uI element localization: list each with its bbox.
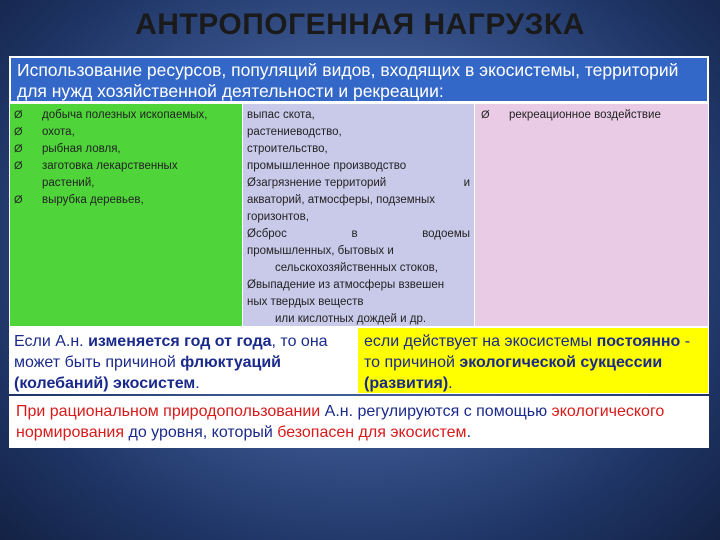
line-text: Øвыпадение из атмосферы взвешен bbox=[247, 279, 445, 291]
arrow-bullet-icon: Ø bbox=[14, 109, 23, 121]
column-recreation bbox=[474, 104, 708, 326]
succession-box: если действует на экосистемы постоянно - то причиной экологической сукцессии (развития). bbox=[358, 328, 708, 393]
intro-definition: Использование ресурсов, популяций видов, входящих в экосистемы, территорий для нужд хозяйственной деятельности и рекреации: bbox=[9, 56, 709, 103]
line-text: строительство, bbox=[247, 143, 328, 155]
line-text: сельскохозяйственных стоков, bbox=[275, 262, 438, 274]
list-item-text: заготовка лекарственных bbox=[42, 160, 178, 172]
activity-columns bbox=[9, 103, 709, 327]
line-text: горизонтов, bbox=[247, 211, 309, 223]
line-text: ных твердых веществ bbox=[247, 296, 364, 308]
list-item bbox=[14, 158, 238, 175]
line-text: акваторий, атмосферы, подземных bbox=[247, 194, 435, 206]
line-text: и bbox=[463, 177, 470, 189]
list-item-text: охота, bbox=[42, 126, 75, 138]
column-agriculture-industry bbox=[242, 104, 474, 326]
fluctuation-box: Если А.н. изменяется год от года, то она может быть причиной флюктуаций (колебаний) экосистем. bbox=[10, 328, 358, 393]
list-item-text: рекреационное воздействие bbox=[509, 109, 661, 121]
list-item bbox=[14, 124, 238, 141]
regulation-note: При рациональном природопользовании А.н. регулируются с помощью экологического нормирования до уровня, который безопасен для экосистем. bbox=[9, 396, 709, 448]
line-text: или кислотных дождей и др. bbox=[275, 313, 427, 325]
pollution-line bbox=[247, 175, 470, 192]
list-item-text: добыча полезных ископаемых, bbox=[42, 109, 208, 121]
effects-row bbox=[9, 327, 709, 394]
arrow-bullet-icon: Ø bbox=[14, 160, 23, 172]
list-item bbox=[14, 192, 238, 209]
line-text: Øсброс bbox=[247, 228, 287, 240]
list-item bbox=[14, 141, 238, 158]
list-item-text: рыбная ловля, bbox=[42, 143, 121, 155]
line-text: промышленное производство bbox=[247, 160, 407, 172]
line-text: выпас скота, bbox=[247, 109, 315, 121]
line-text: Øзагрязнение территорий bbox=[247, 177, 387, 189]
arrow-bullet-icon: Ø bbox=[14, 143, 23, 155]
list-item-text: вырубка деревьев, bbox=[42, 194, 144, 206]
discharge-line bbox=[247, 226, 470, 243]
slide-title: АНТРОПОГЕННАЯ НАГРУЗКА bbox=[135, 8, 585, 41]
arrow-bullet-icon: Ø bbox=[14, 126, 23, 138]
arrow-bullet-icon: Ø bbox=[14, 194, 23, 206]
column-extraction bbox=[10, 104, 242, 326]
list-item bbox=[481, 107, 704, 124]
list-item-continuation bbox=[14, 175, 238, 192]
list-item-text: растений, bbox=[42, 177, 95, 189]
line-text: промышленных, бытовых и bbox=[247, 245, 394, 257]
line-text: в bbox=[351, 228, 358, 240]
arrow-bullet-icon: Ø bbox=[481, 109, 490, 121]
line-text: растениеводство, bbox=[247, 126, 342, 138]
list-item bbox=[14, 107, 238, 124]
line-text: водоемы bbox=[422, 228, 470, 240]
